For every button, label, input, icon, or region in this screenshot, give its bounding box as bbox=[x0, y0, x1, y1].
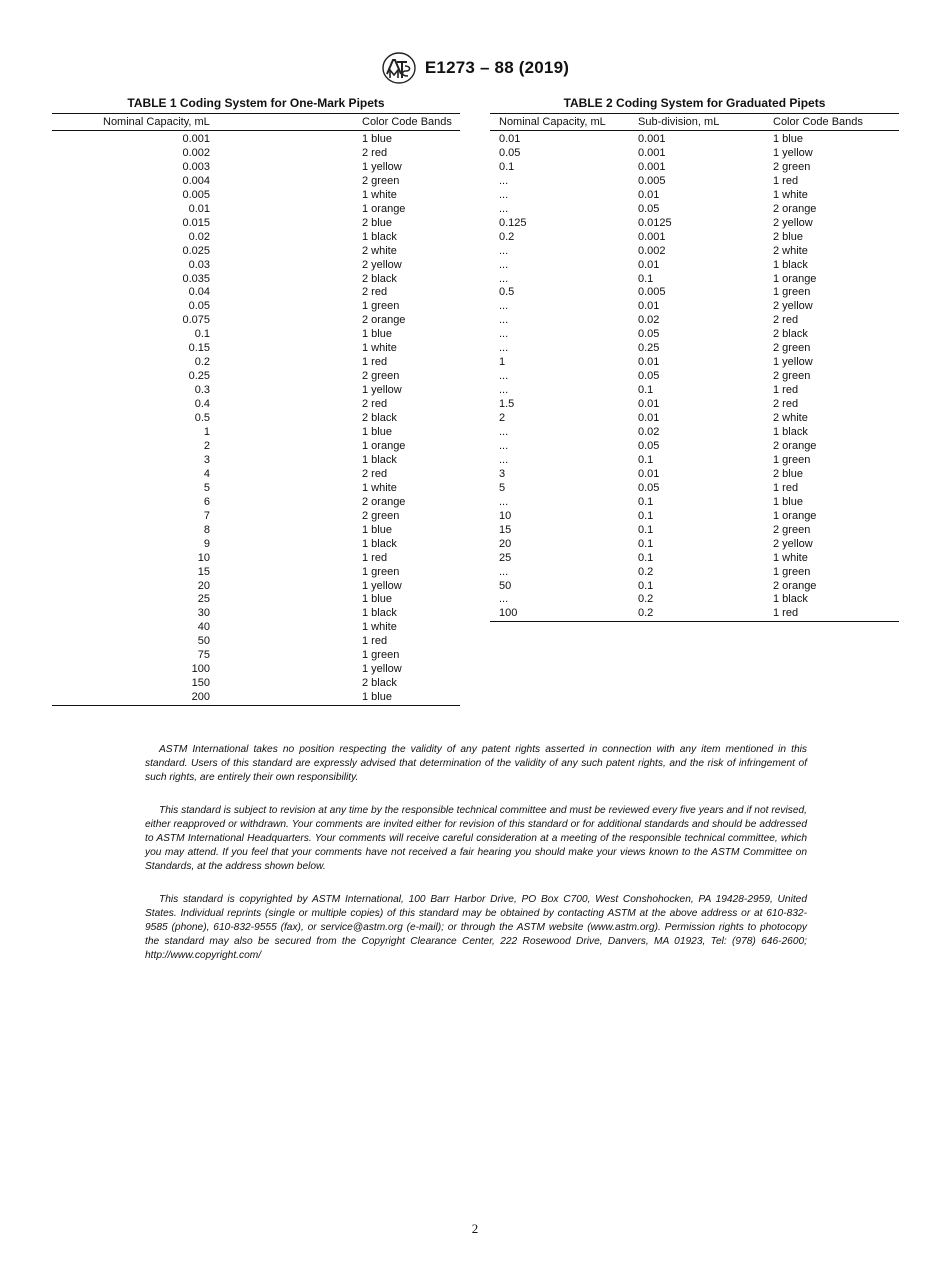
table-2-cell-color: 1 orange bbox=[773, 272, 817, 285]
table-1-cell-color: 1 yellow bbox=[362, 579, 402, 592]
table-2-cell-subdivision: 0.005 bbox=[638, 286, 666, 299]
table-2-cell-capacity: 15 bbox=[499, 523, 512, 536]
table-2-col-subdivision: Sub-division, mL bbox=[638, 114, 773, 131]
table-2-cell-subdivision: 0.1 bbox=[638, 453, 654, 466]
table-1-row bbox=[52, 496, 460, 510]
table-2-cell-capacity: 0.1 bbox=[499, 160, 515, 173]
table-1-cell-color: 1 blue bbox=[362, 133, 392, 145]
table-2-row bbox=[490, 245, 899, 259]
table-2-cell-capacity: 0.5 bbox=[499, 286, 515, 299]
table-2-row bbox=[490, 454, 899, 468]
table-2-cell-color: 1 red bbox=[773, 174, 799, 187]
table-2-row bbox=[490, 328, 899, 342]
table-1-cell-capacity: 1 bbox=[203, 426, 210, 439]
table-1-row bbox=[52, 231, 460, 245]
table-1-cell-capacity: 15 bbox=[197, 565, 210, 578]
table-2-cell-subdivision: 0.0125 bbox=[638, 216, 672, 229]
table-1-cell-capacity: 0.3 bbox=[194, 384, 210, 397]
table-2-cell-capacity: 100 bbox=[490, 607, 638, 621]
table-2-row bbox=[490, 342, 899, 356]
table-2-row bbox=[490, 314, 899, 328]
table-2-row bbox=[490, 147, 899, 161]
table-2-cell-capacity: ... bbox=[499, 495, 509, 508]
table-2-cell-subdivision: 0.05 bbox=[638, 439, 660, 452]
table-1-cell-color: 2 black bbox=[362, 677, 397, 690]
table-1-row bbox=[52, 300, 460, 314]
table-2-cell-color: 1 orange bbox=[773, 509, 817, 522]
table-1-row bbox=[52, 286, 460, 300]
table-2-cell-subdivision: 0.1 bbox=[638, 495, 654, 508]
table-2-cell-capacity: ... bbox=[499, 314, 509, 327]
table-1-row bbox=[52, 328, 460, 342]
table-2-row bbox=[490, 482, 899, 496]
table-2-cell-color: 2 orange bbox=[773, 202, 817, 215]
table-1-cell-capacity: 0.015 bbox=[182, 216, 210, 229]
table-1-cell-color: 1 red bbox=[362, 551, 388, 564]
table-1-row bbox=[52, 370, 460, 384]
table-1-row bbox=[52, 147, 460, 161]
table-1-cell-color: 2 black bbox=[362, 272, 397, 285]
table-1-cell-capacity: 0.001 bbox=[182, 133, 210, 145]
table-1-row bbox=[52, 398, 460, 412]
table-2-cell-color: 2 orange bbox=[773, 439, 817, 452]
table-1-cell-capacity: 0.04 bbox=[188, 286, 210, 299]
table-2-cell-color: 1 white bbox=[773, 188, 808, 201]
table-2-cell-color: 2 yellow bbox=[773, 216, 813, 229]
table-2-cell-color: 1 white bbox=[773, 551, 808, 564]
table-1-cell-capacity: 0.15 bbox=[188, 342, 210, 355]
table-2-row bbox=[490, 131, 899, 147]
table-2-cell-capacity: 0.125 bbox=[499, 216, 527, 229]
table-1-row bbox=[52, 468, 460, 482]
table-2-cell-capacity: ... bbox=[499, 272, 509, 285]
table-1-cell-color: 2 green bbox=[362, 370, 400, 383]
table-2 bbox=[490, 95, 899, 622]
table-2-cell-subdivision: 0.01 bbox=[638, 356, 660, 369]
table-1-cell-color: 2 blue bbox=[362, 216, 392, 229]
table-1-row bbox=[52, 342, 460, 356]
table-1-cell-color: 1 blue bbox=[362, 523, 392, 536]
table-1-row bbox=[52, 356, 460, 370]
table-1-cell-color: 1 blue bbox=[362, 328, 392, 341]
table-1-cell-capacity: 6 bbox=[203, 495, 210, 508]
table-2-cell-color: 1 yellow bbox=[773, 146, 813, 159]
table-1-cell-color: 1 red bbox=[362, 635, 388, 648]
table-2-cell-color: 2 green bbox=[773, 342, 811, 355]
table-2-cell-capacity: 0.2 bbox=[499, 230, 515, 243]
table-1-cell-capacity: 0.075 bbox=[182, 314, 210, 327]
table-2-row bbox=[490, 440, 899, 454]
table-1-cell-capacity: 10 bbox=[197, 551, 210, 564]
table-1-row bbox=[52, 510, 460, 524]
table-1-cell-color: 2 red bbox=[362, 398, 388, 411]
table-1-cell-capacity: 0.02 bbox=[188, 230, 210, 243]
table-1-cell-capacity: 0.004 bbox=[182, 174, 210, 187]
table-2-cell-subdivision: 0.2 bbox=[638, 565, 654, 578]
table-1-row bbox=[52, 259, 460, 273]
table-1-cell-capacity: 30 bbox=[197, 607, 210, 620]
table-2-cell-subdivision: 0.1 bbox=[638, 523, 654, 536]
page-number: 2 bbox=[471, 1221, 479, 1236]
table-1-cell-capacity: 8 bbox=[203, 523, 210, 536]
table-2-cell-color: 2 red bbox=[773, 398, 799, 411]
table-2-cell-capacity: ... bbox=[499, 426, 509, 439]
table-2-cell-subdivision: 0.001 bbox=[638, 146, 666, 159]
table-2-cell-subdivision: 0.005 bbox=[638, 174, 666, 187]
table-1-cell-capacity: 200 bbox=[52, 691, 362, 705]
table-1-cell-color: 2 red bbox=[362, 286, 388, 299]
table-1-row bbox=[52, 314, 460, 328]
table-2-cell-capacity: 10 bbox=[499, 509, 512, 522]
table-2-cell-subdivision: 0.01 bbox=[638, 398, 660, 411]
table-2-row bbox=[490, 398, 899, 412]
table-2-col-color: Color Code Bands bbox=[773, 114, 899, 131]
table-2-cell-color: 1 blue bbox=[773, 133, 803, 145]
table-2-row bbox=[490, 496, 899, 510]
table-1-cell-color: 2 red bbox=[362, 467, 388, 480]
table-2-cell-subdivision: 0.01 bbox=[638, 258, 660, 271]
table-1-cell-color: 2 orange bbox=[362, 314, 406, 327]
table-1-cell-color: 2 white bbox=[362, 244, 397, 257]
table-2-row bbox=[490, 552, 899, 566]
revision-notice: This standard is subject to revision at any time by the responsible technical committee and must be reviewed every five years and if not revised, either reapproved or withdrawn. Your comments are invited either for revision of this standard or for additional standards and should be addressed to ASTM International Headquarters. Your comments will receive careful consideration at a meeting of the responsible technical committee, which you may attend. If you feel that your comments have not received a fair hearing you should make your views known to the ASTM Committee on Standards, at the address shown below. bbox=[145, 805, 807, 872]
table-1-row bbox=[52, 217, 460, 231]
table-2-row bbox=[490, 566, 899, 580]
table-1-cell-capacity: 75 bbox=[197, 649, 210, 662]
table-1-row bbox=[52, 384, 460, 398]
table-1-cell-color: 1 blue bbox=[362, 426, 392, 439]
table-2-cell-color: 2 blue bbox=[773, 230, 803, 243]
table-2-cell-color: 2 black bbox=[773, 328, 808, 341]
table-2-row bbox=[490, 356, 899, 370]
table-2-row bbox=[490, 175, 899, 189]
table-1-row bbox=[52, 691, 460, 705]
table-1 bbox=[52, 95, 460, 706]
table-2-cell-capacity: ... bbox=[499, 384, 509, 397]
table-1-row bbox=[52, 454, 460, 468]
table-2-cell-color: 1 black bbox=[773, 426, 808, 439]
table-2-cell-subdivision: 0.1 bbox=[638, 551, 654, 564]
table-2-cell-capacity: 2 bbox=[499, 412, 506, 425]
table-2-cell-color: 1 red bbox=[773, 481, 799, 494]
table-2-cell-color: 1 yellow bbox=[773, 356, 813, 369]
table-2-cell-capacity: ... bbox=[499, 174, 509, 187]
table-2-row bbox=[490, 538, 899, 552]
table-1-cell-color: 2 black bbox=[362, 412, 397, 425]
table-2-row bbox=[490, 203, 899, 217]
table-2-cell-color: 2 yellow bbox=[773, 537, 813, 550]
table-1-row bbox=[52, 663, 460, 677]
table-1-cell-capacity: 40 bbox=[197, 621, 210, 634]
table-2-row bbox=[490, 286, 899, 300]
table-2-cell-subdivision: 0.2 bbox=[638, 607, 773, 621]
table-2-cell-color: 2 blue bbox=[773, 467, 803, 480]
table-1-row bbox=[52, 245, 460, 259]
table-1-body bbox=[52, 131, 460, 706]
table-2-row bbox=[490, 524, 899, 538]
table-1-row bbox=[52, 538, 460, 552]
table-2-cell-capacity: 1.5 bbox=[499, 398, 515, 411]
table-1-row bbox=[52, 482, 460, 496]
table-1-cell-color: 1 green bbox=[362, 565, 400, 578]
table-1-cell-color: 1 blue bbox=[362, 593, 392, 606]
table-1-cell-capacity: 0.03 bbox=[188, 258, 210, 271]
table-2-header-row bbox=[490, 114, 899, 131]
table-1-row bbox=[52, 161, 460, 175]
table-1-cell-capacity: 0.1 bbox=[194, 328, 210, 341]
table-2-cell-color: 2 orange bbox=[773, 579, 817, 592]
table-2-cell-capacity: ... bbox=[499, 328, 509, 341]
table-1-cell-color: 2 green bbox=[362, 509, 400, 522]
table-1-cell-capacity: 0.5 bbox=[194, 412, 210, 425]
table-2-cell-subdivision: 0.01 bbox=[638, 467, 660, 480]
table-1-cell-capacity: 0.25 bbox=[188, 370, 210, 383]
table-1-cell-capacity: 0.035 bbox=[182, 272, 210, 285]
table-2-cell-subdivision: 0.002 bbox=[638, 244, 666, 257]
table-2-row bbox=[490, 231, 899, 245]
table-1-cell-capacity: 4 bbox=[203, 467, 210, 480]
table-1-cell-color: 1 red bbox=[362, 356, 388, 369]
table-1-cell-capacity: 0.2 bbox=[194, 356, 210, 369]
table-2-cell-subdivision: 0.1 bbox=[638, 384, 654, 397]
table-2-cell-color: 1 red bbox=[773, 384, 799, 397]
table-2-cell-capacity: 50 bbox=[499, 579, 512, 592]
table-1-row bbox=[52, 440, 460, 454]
table-1-cell-color: 1 white bbox=[362, 342, 397, 355]
table-1-cell-color: 1 black bbox=[362, 537, 397, 550]
table-1-cell-capacity: 0.025 bbox=[182, 244, 210, 257]
table-2-cell-subdivision: 0.01 bbox=[638, 300, 660, 313]
table-2-cell-capacity: 3 bbox=[499, 467, 506, 480]
table-2-cell-subdivision: 0.1 bbox=[638, 272, 654, 285]
table-1-cell-color: 1 orange bbox=[362, 439, 406, 452]
table-2-title: TABLE 2 Coding System for Graduated Pipets bbox=[563, 96, 826, 110]
table-1-row bbox=[52, 412, 460, 426]
table-1-cell-color: 1 white bbox=[362, 481, 397, 494]
table-2-cell-capacity: 25 bbox=[499, 551, 512, 564]
table-1-cell-color: 1 yellow bbox=[362, 384, 402, 397]
table-2-row bbox=[490, 607, 899, 621]
table-2-cell-color: 2 green bbox=[773, 370, 811, 383]
table-1-row bbox=[52, 524, 460, 538]
table-1-cell-capacity: 0.01 bbox=[188, 202, 210, 215]
table-2-cell-subdivision: 0.001 bbox=[638, 133, 666, 145]
table-2-row bbox=[490, 384, 899, 398]
table-2-cell-capacity: ... bbox=[499, 370, 509, 383]
table-2-cell-capacity: ... bbox=[499, 202, 509, 215]
table-2-cell-subdivision: 0.1 bbox=[638, 579, 654, 592]
table-2-cell-color: 1 green bbox=[773, 453, 811, 466]
table-2-cell-capacity: ... bbox=[499, 342, 509, 355]
table-1-cell-color: 1 white bbox=[362, 621, 397, 634]
table-2-cell-color: 2 white bbox=[773, 412, 808, 425]
table-2-row bbox=[490, 189, 899, 203]
table-2-cell-subdivision: 0.02 bbox=[638, 314, 660, 327]
table-1-cell-color: 1 yellow bbox=[362, 160, 402, 173]
copyright-notice: This standard is copyrighted by ASTM International, 100 Barr Harbor Drive, PO Box C700, West Conshohocken, PA 19428-2959, United States. Individual reprints (single or multiple copies) of this standard may be obtained by contacting ASTM at the above address or at 610-832-9585 (phone), 610-832-9555 (fax), or service@astm.org (e-mail); or through the ASTM website (www.astm.org). Permission rights to photocopy the standard may also be secured from the Copyright Clearance Center, 222 Rosewood Drive, Danvers, MA 01923, Tel: (978) 646-2600; http://www.copyright.com/ bbox=[145, 894, 807, 961]
table-2-cell-capacity: ... bbox=[499, 439, 509, 452]
page-header bbox=[0, 52, 950, 84]
table-2-row bbox=[490, 593, 899, 607]
table-2-cell-capacity: ... bbox=[499, 565, 509, 578]
table-1-cell-color: 2 red bbox=[362, 146, 388, 159]
table-2-cell-capacity: 0.01 bbox=[499, 133, 521, 145]
table-1-grid bbox=[52, 113, 460, 706]
table-2-cell-color: 2 red bbox=[773, 314, 799, 327]
table-1-row bbox=[52, 649, 460, 663]
table-2-cell-capacity: ... bbox=[499, 593, 509, 606]
table-1-row bbox=[52, 593, 460, 607]
astm-logo-icon bbox=[381, 52, 417, 84]
table-1-cell-capacity: 150 bbox=[191, 677, 210, 690]
table-1-col-color: Color Code Bands bbox=[362, 114, 460, 131]
table-2-cell-color: 2 green bbox=[773, 160, 811, 173]
table-1-row bbox=[52, 273, 460, 287]
table-2-cell-color: 2 white bbox=[773, 244, 808, 257]
table-2-cell-capacity: ... bbox=[499, 258, 509, 271]
table-2-grid bbox=[490, 113, 899, 622]
table-2-cell-capacity: 0.05 bbox=[499, 146, 521, 159]
table-2-cell-subdivision: 0.2 bbox=[638, 593, 654, 606]
table-2-cell-color: 1 black bbox=[773, 593, 808, 606]
table-2-row bbox=[490, 412, 899, 426]
table-1-cell-capacity: 3 bbox=[203, 453, 210, 466]
table-1-row bbox=[52, 189, 460, 203]
table-2-cell-color: 1 green bbox=[773, 286, 811, 299]
table-2-cell-color: 1 red bbox=[773, 607, 899, 621]
table-2-cell-capacity: 5 bbox=[499, 481, 506, 494]
table-1-row bbox=[52, 607, 460, 621]
table-1-cell-capacity: 0.003 bbox=[182, 160, 210, 173]
table-1-cell-color: 1 blue bbox=[362, 691, 460, 705]
table-2-cell-subdivision: 0.01 bbox=[638, 412, 660, 425]
table-1-row bbox=[52, 566, 460, 580]
table-1-title: TABLE 1 Coding System for One-Mark Pipets bbox=[127, 96, 385, 110]
table-2-cell-capacity: ... bbox=[499, 188, 509, 201]
table-1-cell-color: 1 black bbox=[362, 453, 397, 466]
table-1-cell-color: 1 green bbox=[362, 649, 400, 662]
table-2-cell-subdivision: 0.05 bbox=[638, 481, 660, 494]
table-1-row bbox=[52, 131, 460, 147]
table-2-cell-color: 1 blue bbox=[773, 495, 803, 508]
table-2-cell-capacity: 20 bbox=[499, 537, 512, 550]
table-1-cell-capacity: 0.05 bbox=[188, 300, 210, 313]
table-2-cell-subdivision: 0.05 bbox=[638, 202, 660, 215]
table-2-cell-subdivision: 0.02 bbox=[638, 426, 660, 439]
table-1-row bbox=[52, 203, 460, 217]
table-1-cell-capacity: 50 bbox=[197, 635, 210, 648]
table-1-cell-capacity: 100 bbox=[191, 663, 210, 676]
table-1-row bbox=[52, 677, 460, 691]
table-1-col-capacity: Nominal Capacity, mL bbox=[52, 114, 362, 131]
table-1-header-row bbox=[52, 114, 460, 131]
table-1-cell-color: 2 orange bbox=[362, 495, 406, 508]
table-2-cell-color: 2 yellow bbox=[773, 300, 813, 313]
table-2-row bbox=[490, 370, 899, 384]
table-1-cell-capacity: 9 bbox=[203, 537, 210, 550]
table-2-row bbox=[490, 468, 899, 482]
table-1-row bbox=[52, 426, 460, 440]
table-1-cell-capacity: 0.002 bbox=[182, 146, 210, 159]
document-designation: E1273 – 88 (2019) bbox=[424, 58, 570, 77]
table-2-cell-subdivision: 0.25 bbox=[638, 342, 660, 355]
table-2-row bbox=[490, 273, 899, 287]
patent-notice: ASTM International takes no position respecting the validity of any patent rights asserted in connection with any item mentioned in this standard. Users of this standard are expressly advised that determination of the validity of any such patent rights, and the risk of infringement of such rights, are entirely their own responsibility. bbox=[145, 744, 807, 783]
table-1-cell-capacity: 20 bbox=[197, 579, 210, 592]
table-2-cell-color: 1 black bbox=[773, 258, 808, 271]
table-2-cell-capacity: ... bbox=[499, 300, 509, 313]
table-1-cell-color: 1 white bbox=[362, 188, 397, 201]
table-1-cell-capacity: 5 bbox=[203, 481, 210, 494]
table-1-cell-capacity: 25 bbox=[197, 593, 210, 606]
table-2-row bbox=[490, 217, 899, 231]
table-2-cell-color: 2 green bbox=[773, 523, 811, 536]
table-2-cell-capacity: ... bbox=[499, 244, 509, 257]
table-2-cell-subdivision: 0.05 bbox=[638, 328, 660, 341]
table-1-row bbox=[52, 552, 460, 566]
table-2-body bbox=[490, 131, 899, 622]
table-2-row bbox=[490, 161, 899, 175]
table-2-cell-subdivision: 0.001 bbox=[638, 230, 666, 243]
table-1-cell-color: 1 black bbox=[362, 230, 397, 243]
table-2-cell-subdivision: 0.1 bbox=[638, 537, 654, 550]
table-1-cell-color: 1 orange bbox=[362, 202, 406, 215]
table-1-cell-capacity: 2 bbox=[203, 439, 210, 452]
table-1-row bbox=[52, 621, 460, 635]
table-2-cell-capacity: 1 bbox=[499, 356, 506, 369]
table-1-cell-color: 1 black bbox=[362, 607, 397, 620]
table-1-cell-capacity: 0.005 bbox=[182, 188, 210, 201]
table-1-cell-color: 1 green bbox=[362, 300, 400, 313]
table-2-cell-subdivision: 0.01 bbox=[638, 188, 660, 201]
table-1-cell-capacity: 0.4 bbox=[194, 398, 210, 411]
table-2-cell-subdivision: 0.05 bbox=[638, 370, 660, 383]
table-1-row bbox=[52, 175, 460, 189]
table-2-row bbox=[490, 426, 899, 440]
table-1-row bbox=[52, 635, 460, 649]
table-2-cell-subdivision: 0.001 bbox=[638, 160, 666, 173]
table-1-cell-color: 2 green bbox=[362, 174, 400, 187]
table-2-row bbox=[490, 259, 899, 273]
table-2-cell-subdivision: 0.1 bbox=[638, 509, 654, 522]
table-1-cell-color: 2 yellow bbox=[362, 258, 402, 271]
table-1-row bbox=[52, 580, 460, 594]
table-2-row bbox=[490, 300, 899, 314]
table-2-col-capacity: Nominal Capacity, mL bbox=[490, 114, 638, 131]
table-2-row bbox=[490, 510, 899, 524]
table-1-cell-color: 1 yellow bbox=[362, 663, 402, 676]
table-1-cell-capacity: 7 bbox=[203, 509, 210, 522]
table-2-cell-color: 1 green bbox=[773, 565, 811, 578]
table-2-cell-capacity: ... bbox=[499, 453, 509, 466]
table-2-row bbox=[490, 580, 899, 594]
